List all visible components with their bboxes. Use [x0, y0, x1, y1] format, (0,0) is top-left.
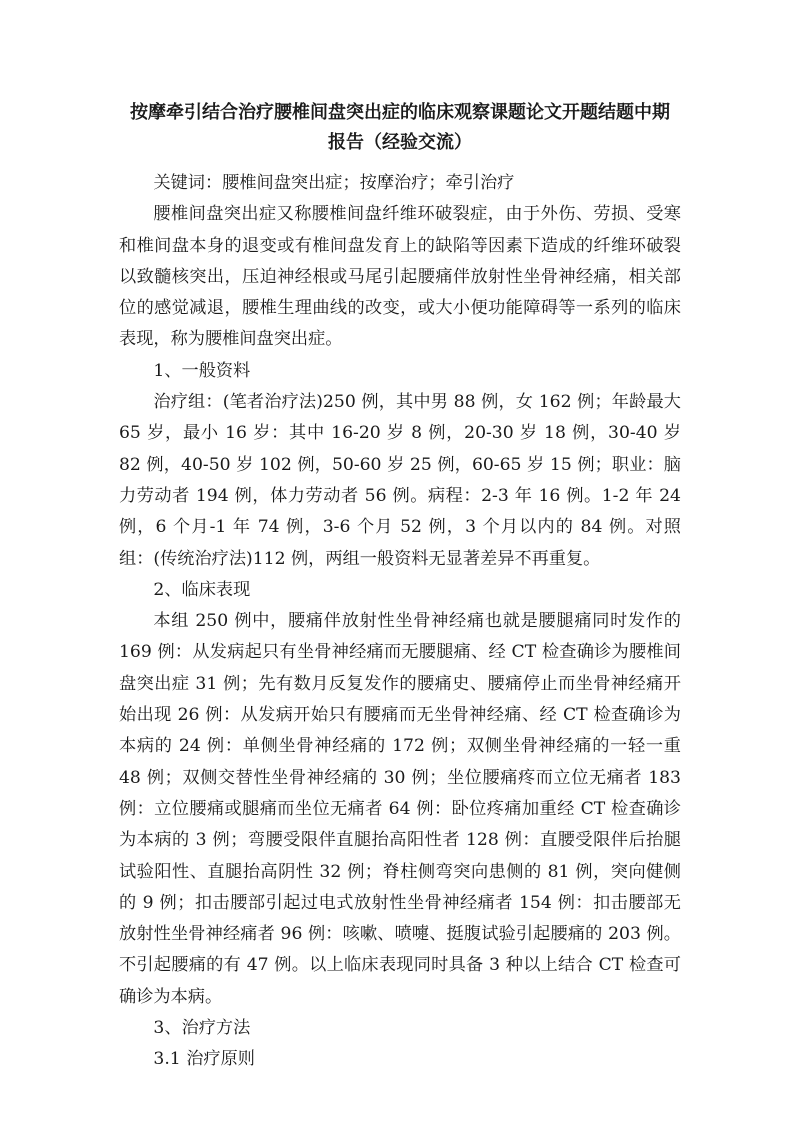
section-1-heading: 1、一般资料 — [153, 360, 251, 381]
section-2-heading: 2、临床表现 — [153, 579, 251, 600]
intro-paragraph: 腰椎间盘突出症又称腰椎间盘纤维环破裂症，由于外伤、劳损、受寒和椎间盘本身的退变或有椎间盘发育上的缺陷等因素下造成的纤维环破裂以致髓核突出，压迫神经根或马尾引起腰痛伴放射性坐骨神经痛，相关部位的感觉减退，腰椎生理曲线的改变，或大小便功能障碍等一系列的临床表现，称为腰椎间盘突出症。 — [119, 204, 681, 350]
document-title: 按摩牵引结合治疗腰椎间盘突出症的临床观察课题论文开题结题中期报告（经验交流） — [130, 102, 670, 153]
section-3-1-heading: 3.1 治疗原则 — [153, 1049, 255, 1070]
keywords-line: 关键词：腰椎间盘突出症；按摩治疗；牵引治疗 — [153, 173, 515, 193]
section-1-paragraph: 治疗组：(笔者治疗法)250 例，其中男 88 例，女 162 例；年龄最大 65 岁，最小 16 岁：其中 16-20 岁 8 例，20-30 岁 18 例，30-40 岁 82 例，40-50 岁 102 例，50-60 岁 25 例，60-65 岁 15 例；职业：脑力劳动者 194 例，体力劳动者 56 例。病程：2-3 年 16 例。1-2 年 24 例，6 个月-1 年 74 例，3-6 个月 52 例，3 个月以内的 84 例。对照组：(传统治疗法)112 例，两组一般资料无显著差异不再重复。 — [119, 392, 681, 569]
section-3-heading: 3、治疗方法 — [153, 1018, 251, 1039]
section-2-paragraph: 本组 250 例中，腰痛伴放射性坐骨神经痛也就是腰腿痛同时发作的 169 例：从发病起只有坐骨神经痛而无腰腿痛、经 CT 检查确诊为腰椎间盘突出症 31 例；先有数月反复发作的腰痛史、腰痛停止而坐骨神经痛开始出现 26 例：从发病开始只有腰痛而无坐骨神经痛、经 CT 检查确诊为本病的 24 例：单侧坐骨神经痛的 172 例；双侧坐骨神经痛的一轻一重 48 例；双侧交替性坐骨神经痛的 30 例；坐位腰痛疼而立位无痛者 183 例：立位腰痛或腿痛而坐位无痛者 64 例：卧位疼痛加重经 CT 检查确诊为本病的 3 例；弯腰受限伴直腿抬高阳性者 128 例：直腰受限伴后抬腿试验阳性、直腿抬高阴性 32 例；脊柱侧弯突向患侧的 81 例，突向健侧的 9 例；扣击腰部引起过电式放射性坐骨神经痛者 154 例：扣击腰部无放射性坐骨神经痛者 96 例：咳嗽、喷嚏、挺腹试验引起腰痛的 203 例。不引起腰痛的有 47 例。以上临床表现同时具备 3 种以上结合 CT 检查可确诊为本病。 — [119, 611, 681, 1007]
